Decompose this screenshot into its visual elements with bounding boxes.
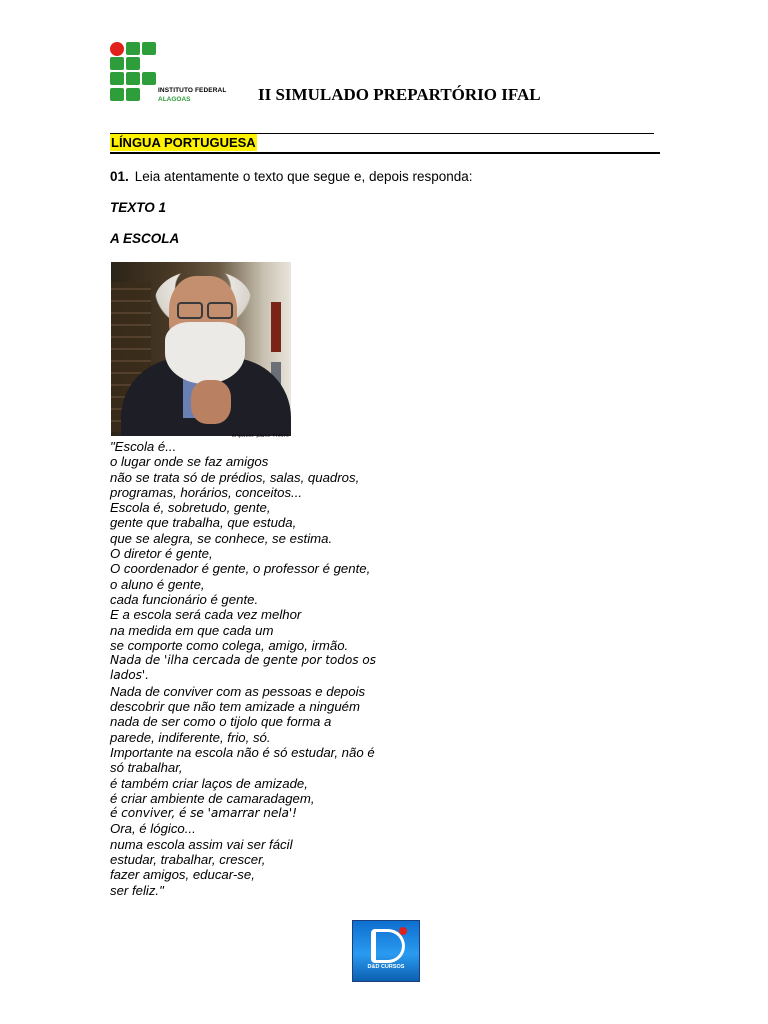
poem-line: nada de ser como o tijolo que forma a — [110, 714, 332, 730]
poem-line: se comporte como colega, amigo, irmão. — [110, 637, 349, 653]
poem-line: que se alegra, se conhece, se estima. — [110, 530, 333, 546]
dd-cursos-logo — [352, 920, 420, 982]
poem-line: cada funcionário é gente. — [110, 591, 259, 607]
institution-line1: INSTITUTO FEDERAL — [158, 87, 227, 94]
poem-line: Nada de 'ilha cercada de gente por todos os — [110, 653, 376, 668]
logo-square — [126, 42, 140, 55]
poem-line: O diretor é gente, — [110, 546, 213, 562]
text-title: A ESCOLA — [110, 231, 180, 246]
poem-line: não se trata só de prédios, salas, quadros, — [110, 469, 360, 485]
poem-line: é criar ambiente de camaradagem, — [110, 790, 315, 806]
photo-caption: arquivos paulo freire — [232, 434, 289, 439]
ifal-logo — [110, 42, 158, 104]
portrait-photo — [111, 262, 291, 436]
text-label: TEXTO 1 — [110, 200, 167, 215]
poem-line: ser feliz." — [110, 882, 164, 898]
poem-line: Nada de conviver com as pessoas e depois — [110, 683, 366, 699]
poem-line: O coordenador é gente, o professor é gente, — [110, 561, 371, 577]
poem-line: o lugar onde se faz amigos — [110, 454, 269, 470]
poem-line: só trabalhar, — [110, 760, 183, 776]
poem-line: Escola é, sobretudo, gente, — [110, 500, 271, 516]
logo-square — [110, 72, 124, 85]
question-01 — [110, 169, 473, 184]
question-prompt: Leia atentamente o texto que segue e, depois responda: — [134, 169, 473, 184]
logo-square — [142, 42, 156, 55]
poem-line: o aluno é gente, — [110, 576, 205, 592]
logo-square — [110, 88, 124, 101]
photo-beard — [165, 322, 245, 384]
poem-line: fazer amigos, educar-se, — [110, 867, 255, 883]
poem-line: na medida em que cada um — [110, 622, 274, 638]
logo-square — [126, 88, 140, 101]
logo-red-dot — [399, 927, 407, 935]
photo-book — [271, 302, 281, 352]
poem-line: descobrir que não tem amizade a ninguém — [110, 699, 360, 715]
poem-line: parede, indiferente, frio, só. — [110, 729, 271, 745]
photo-hand — [191, 380, 231, 424]
logo-square — [126, 57, 140, 70]
logo-square — [142, 72, 156, 85]
poem-line: gente que trabalha, que estuda, — [110, 515, 297, 531]
poem — [110, 439, 430, 898]
logo-square — [110, 57, 124, 70]
divider-bottom — [110, 152, 660, 154]
poem-line: E a escola será cada vez melhor — [110, 607, 302, 623]
poem-line: estudar, trabalhar, crescer, — [110, 852, 266, 868]
logo-red-dot — [110, 42, 124, 56]
poem-line: lados'. — [110, 668, 149, 683]
document-title: II SIMULADO PREPARTÓRIO IFAL — [258, 85, 541, 104]
poem-line: Importante na escola não é só estudar, não é — [110, 744, 375, 760]
question-number: 01. — [110, 169, 129, 184]
poem-line: "Escola é... — [110, 439, 177, 454]
poem-line: é também criar laços de amizade, — [110, 775, 308, 791]
institution-name — [158, 86, 226, 104]
poem-line: é conviver, é se 'amarrar nela'! — [110, 806, 297, 821]
section-heading: LÍNGUA PORTUGUESA — [111, 135, 256, 150]
institution-line2: ALAGOAS — [158, 96, 191, 103]
footer-logo-text: D&D CURSOS — [367, 964, 405, 970]
logo-square — [126, 72, 140, 85]
poem-line: programas, horários, conceitos... — [110, 484, 303, 500]
poem-line: Ora, é lógico... — [110, 821, 196, 837]
photo-glasses — [177, 302, 233, 316]
poem-line: numa escola assim vai ser fácil — [110, 836, 293, 852]
